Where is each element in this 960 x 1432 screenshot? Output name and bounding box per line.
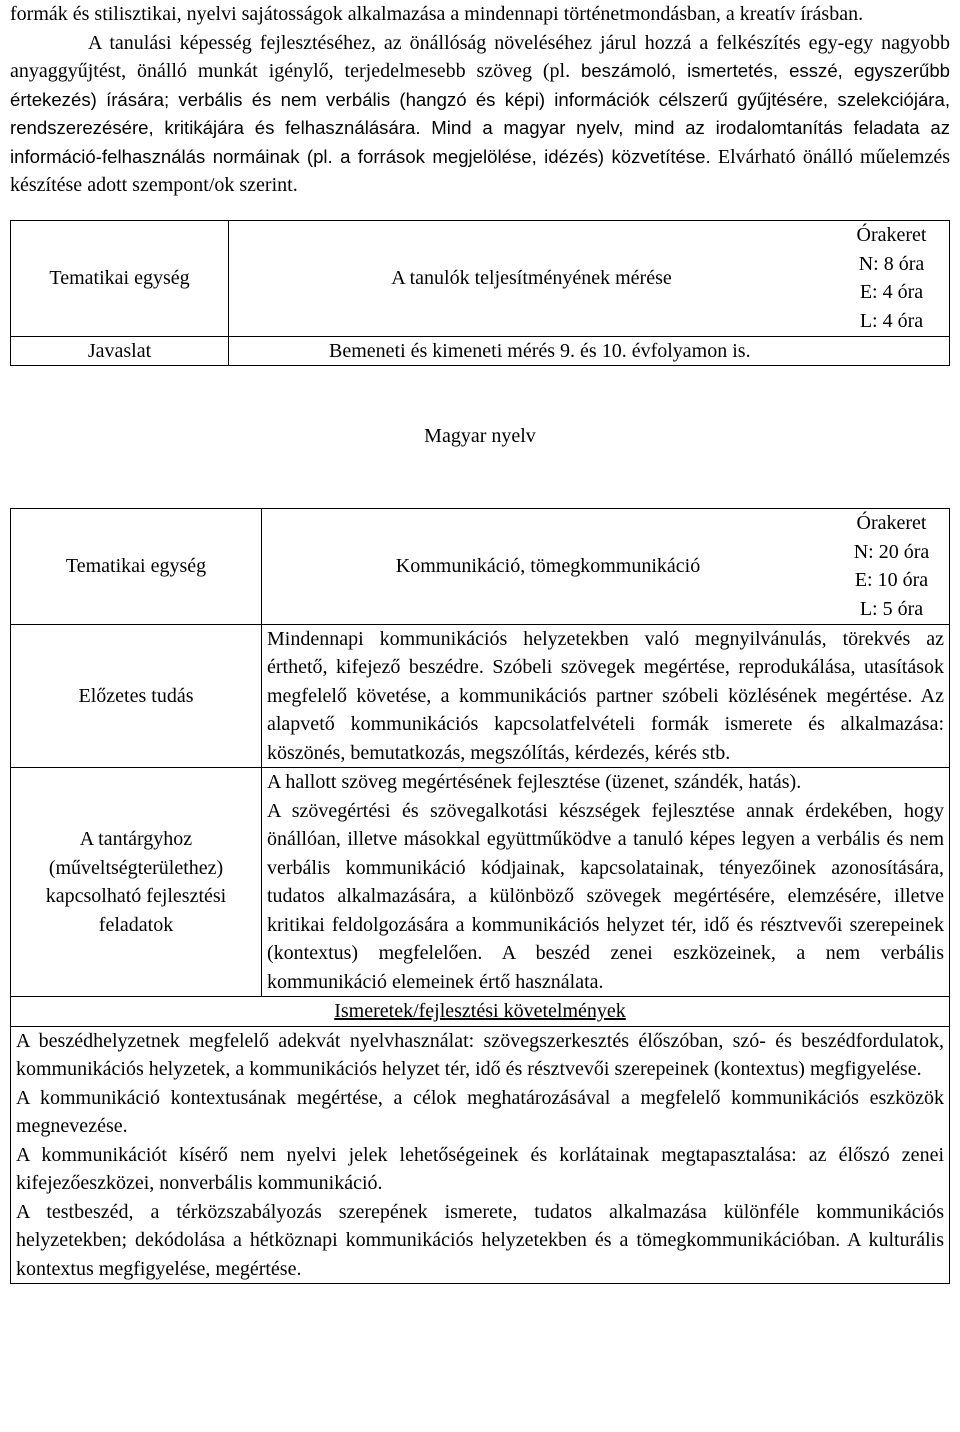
requirement-item: A beszédhelyzetnek megfelelő adekvát nyelvhasználat: szövegszerkesztés élőszóban, szó- és beszédfordulatok, kommunikációs helyzetek, a kommunikációs helyzet tér, idő és résztvevői szerepeinek (kontextus) megfigyelése. xyxy=(16,1029,944,1080)
table2-hours-n: N: 20 óra xyxy=(853,540,930,563)
table1-suggestion-label: Javaslat xyxy=(11,336,229,366)
table2-hours-e: E: 10 óra xyxy=(854,569,929,591)
table1-unit-title: A tanulók teljesítményének mérése xyxy=(229,220,835,336)
intro-paragraph-2 xyxy=(10,29,950,200)
communication-table xyxy=(10,508,950,1285)
table2-tasks xyxy=(262,768,950,997)
table1-unit-label: Tematikai egység xyxy=(11,220,229,336)
table2-tasks-2: A szövegértési és szövegalkotási készségek fejlesztése annak érdekében, hogy önállóan, illetve másokkal együttműködve a tanuló képes legyen a verbális és nem verbális kommunikáció kódjainak, kapcsolatainak, tényezőinek azonosítására, tudatos alkalmazására, a különböző szövegek megértésére, elemzésére, illetve kritikai feldolgozására a kommunikációs helyzet tér, idő és résztvevői szerepeinek (kontextus) megfelelően. A beszéd zenei eszközeinek, a nem verbális kommunikáció elemeinek értő használata. xyxy=(267,799,944,993)
intro-paragraph-2-end: Elvárható önálló műelemzés készítése adott szempont/ok szerint. xyxy=(10,145,951,196)
table1-hours-e: E: 4 óra xyxy=(859,281,924,303)
table1-hours xyxy=(834,220,950,336)
table2-hours-title: Órakeret xyxy=(856,512,927,534)
table1-hours-title: Órakeret xyxy=(856,224,927,246)
requirement-item: A kommunikációt kísérő nem nyelvi jelek lehetőségeinek és korlátainak megtapasztalása: az élőszó zenei kifejezőeszközei, nonverbális kommunikáció. xyxy=(16,1143,944,1194)
table2-prior: Mindennapi kommunikációs helyzetekben való megnyilvánulás, törekvés az érthető, kifejező beszédre. Szóbeli szövegek megértése, reprodukálása, utasítások megfelelő követése, a kommunikációs partner szóbeli közlésének megértése. Az alapvető kommunikációs kapcsolatfelvételi formák ismerete és alkalmazása: köszönés, bemutatkozás, megszólítás, kérdezés, kérés stb. xyxy=(262,624,950,768)
table2-prior-label: Előzetes tudás xyxy=(11,624,262,768)
table2-tasks-1: A hallott szöveg megértésének fejlesztése (üzenet, szándék, hatás). xyxy=(267,771,802,793)
intro-paragraph-1: formák és stilisztikai, nyelvi sajátosságok alkalmazása a mindennapi történetmondásban, a kreatív írásban. xyxy=(10,3,864,25)
table2-requirements xyxy=(11,1026,950,1284)
intro-paragraph-2-start: A tanulási képesség fejlesztéséhez, az önállóság növeléséhez járul hozzá a felkészítés egy-egy nagyobb anyaggyűjtést, önálló munkát igénylő, terjedelmesebb szöveg (pl. xyxy=(10,31,950,82)
measurement-table xyxy=(10,220,950,367)
table1-hours-n: N: 8 óra xyxy=(858,252,925,275)
table2-hours xyxy=(834,508,950,624)
requirement-item: A testbeszéd, a térközszabályozás szerepének ismerete, tudatos alkalmazása különféle kommunikációs helyzetekben; dekódolása a hétköznapi kommunikációs helyzetekben és a tömegkommunikációban. A kulturális kontextus megfigyelése, megértése. xyxy=(16,1200,944,1280)
table1-suggestion: Bemeneti és kimeneti mérés 9. és 10. évfolyamon is. xyxy=(229,336,950,366)
table2-hours-l: L: 5 óra xyxy=(859,597,924,620)
section-title: Magyar nyelv xyxy=(424,425,536,447)
table1-hours-l: L: 4 óra xyxy=(859,309,924,332)
table2-requirements-title: Ismeretek/fejlesztési követelmények xyxy=(11,997,950,1027)
table2-tasks-label: A tantárgyhoz (műveltségterülethez) kapcsolható fejlesztési feladatok xyxy=(11,768,262,997)
intro-text xyxy=(10,0,950,200)
intro-paragraph-2-sans: beszámoló, ismertetés, esszé, egyszerűbb értekezés) írására; verbális és nem verbális (hangzó és képi) információk célszerű gyűjtésére, szelekciójára, rendszerezésére, kritikájára és felhasználására. Mind a magyar nyelv, mind az irodalomtanítás feladata az információ-felhasználás normáinak (pl. a források megjelölése, idézés) közvetítése. xyxy=(10,60,950,167)
table2-unit-label: Tematikai egység xyxy=(11,508,262,624)
table2-unit-title: Kommunikáció, tömegkommunikáció xyxy=(262,508,835,624)
requirement-item: A kommunikáció kontextusának megértése, a célok meghatározásával a megfelelő kommunikációs eszközök megnevezése. xyxy=(16,1086,944,1137)
